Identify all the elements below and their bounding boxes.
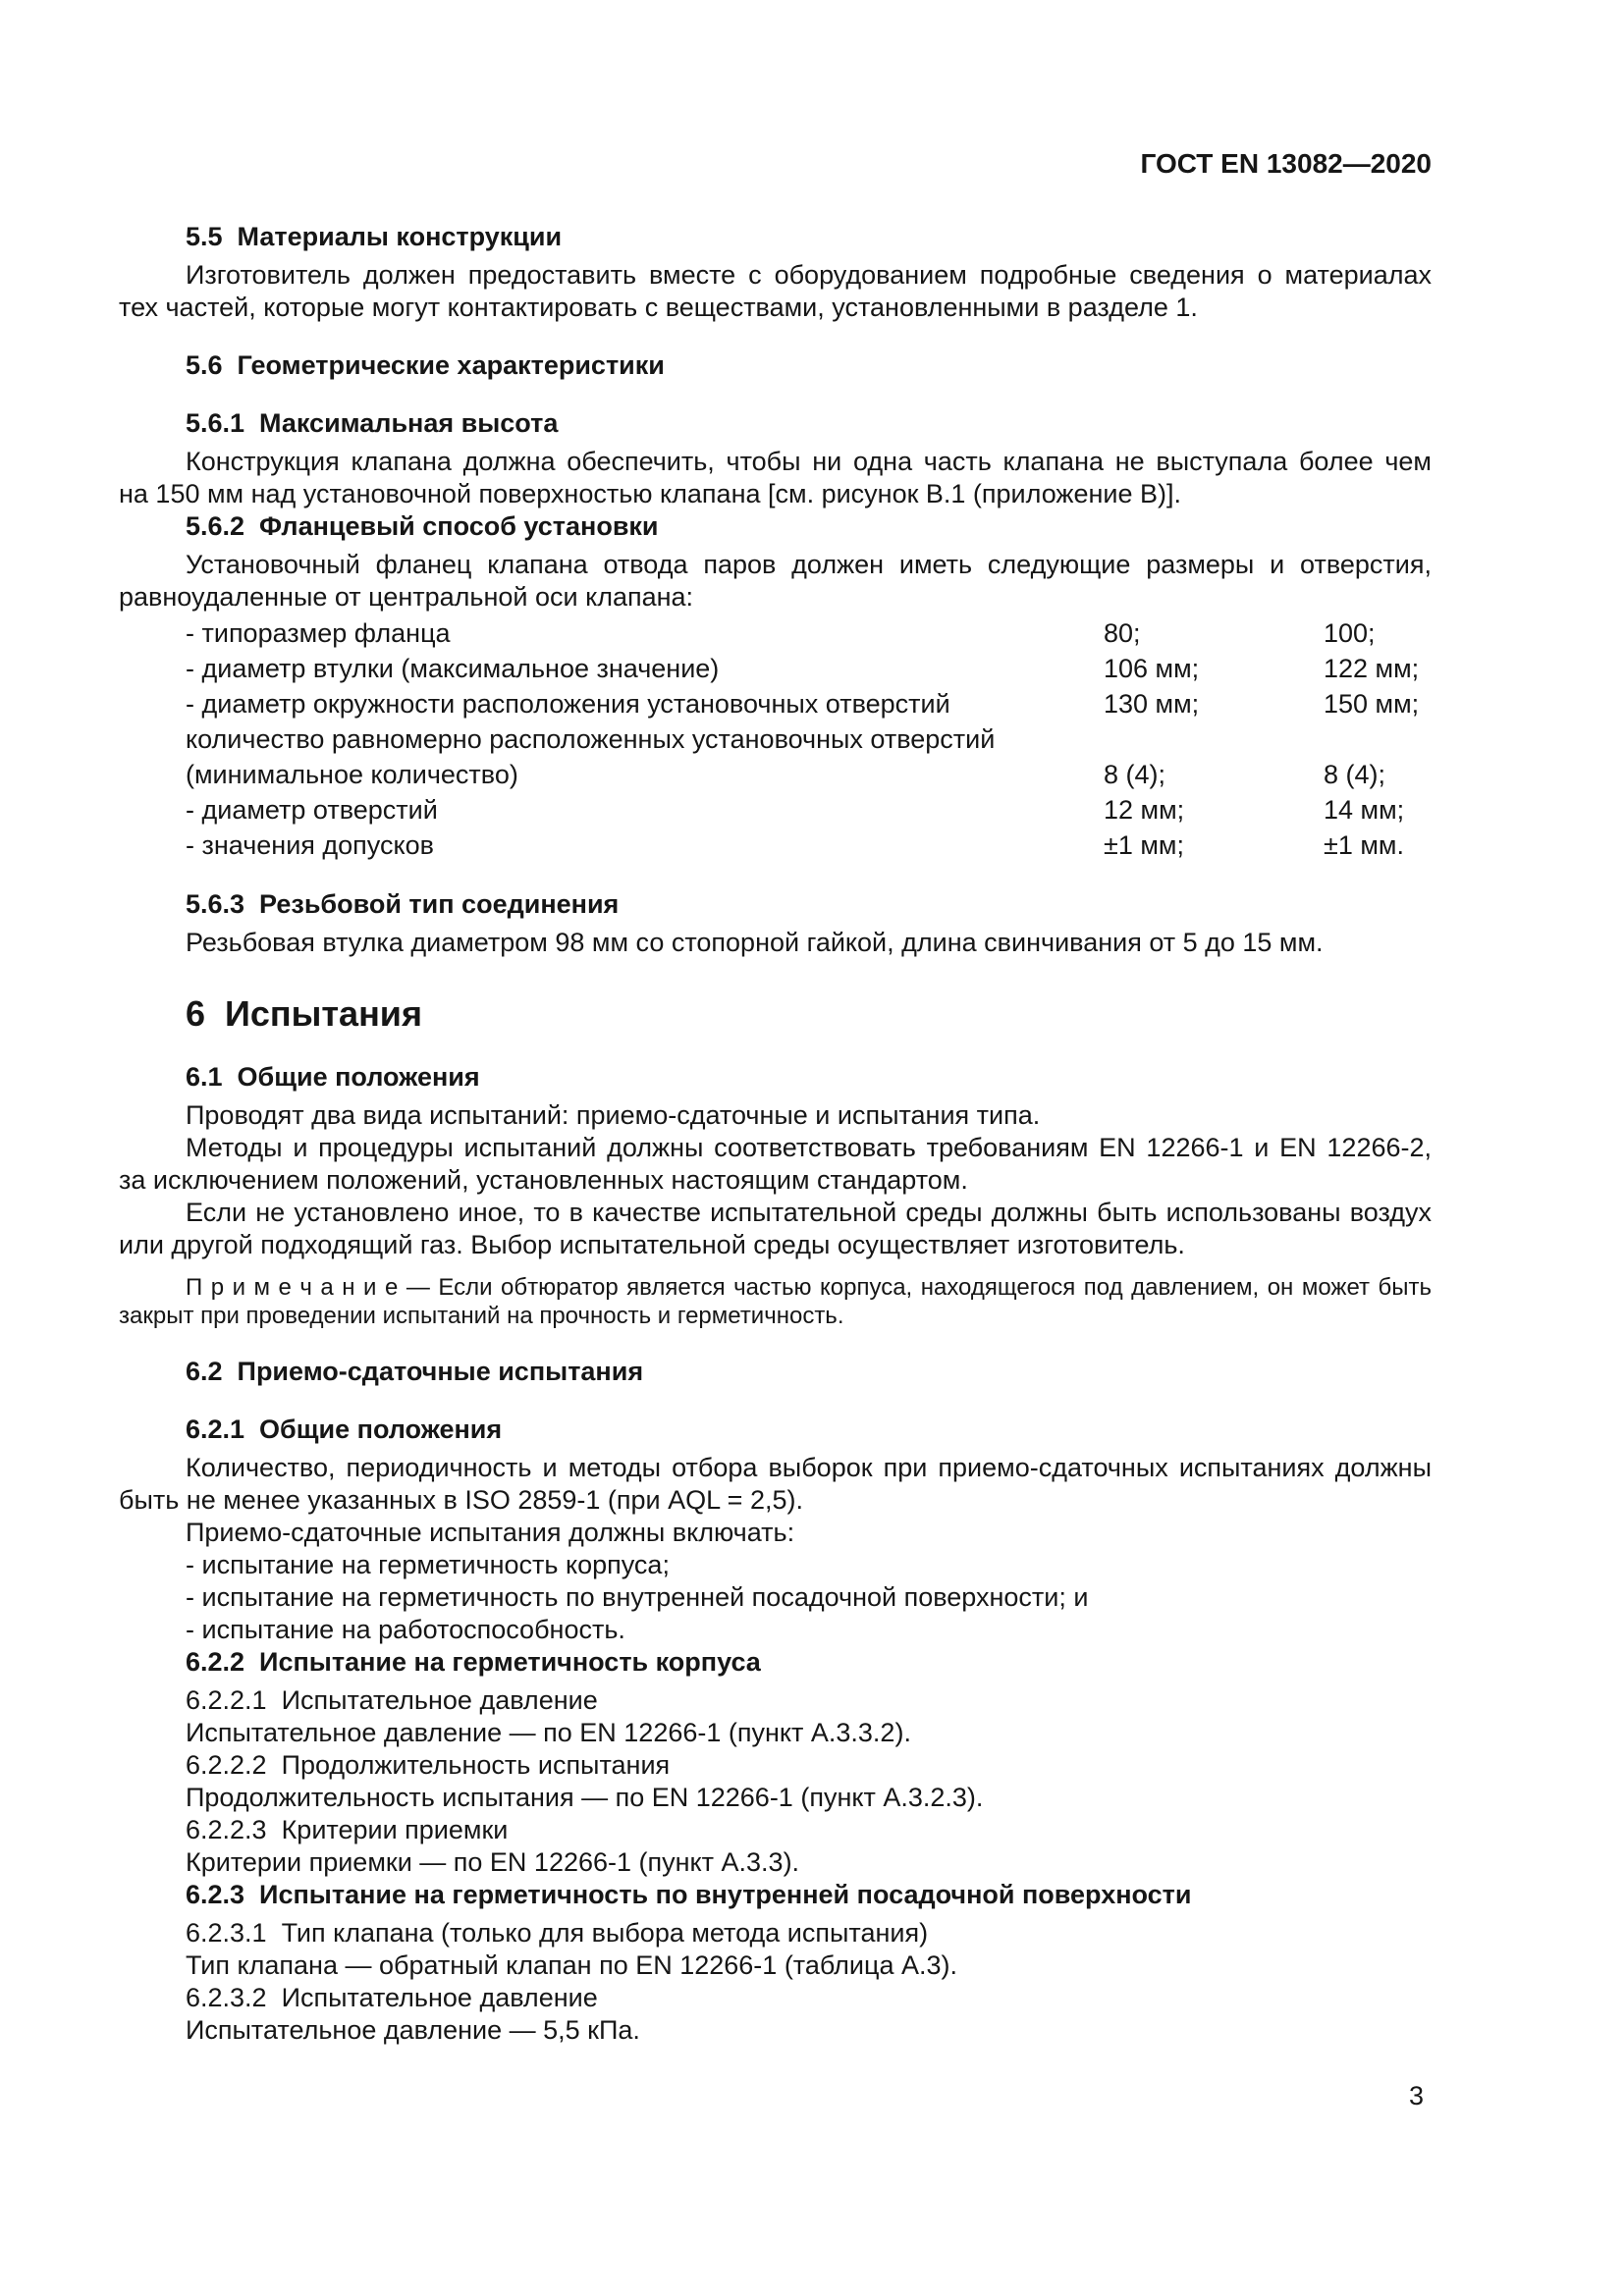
chapter-heading: 6 Испытания xyxy=(186,993,422,1034)
flange-value-col2 xyxy=(1324,721,1432,757)
flange-value-col1: 8 (4); xyxy=(1104,760,1166,789)
section-heading: 6.2.1 Общие положения xyxy=(186,1415,503,1444)
paragraph-line: Изготовитель должен предоставить вместе с оборудованием подробные сведения о материалах xyxy=(186,260,1432,290)
flange-value-col2: 8 (4); xyxy=(1324,760,1386,789)
paragraph-line: за исключением положений, установленных настоящим стандартом. xyxy=(119,1165,968,1195)
paragraph-line: Резьбовая втулка диаметром 98 мм со стопорной гайкой, длина свинчивания от 5 до 15 мм. xyxy=(186,928,1324,957)
flange-value-col2: 122 мм; xyxy=(1324,654,1420,683)
flange-value-col2: 14 мм; xyxy=(1324,795,1405,825)
flange-label: количество равномерно расположенных установочных отверстий xyxy=(186,724,996,754)
flange-row xyxy=(119,686,1432,721)
paragraph-line: - испытание на работоспособность. xyxy=(186,1615,625,1644)
section-heading: 6.1 Общие положения xyxy=(186,1062,480,1092)
flange-value-col1: 106 мм; xyxy=(1104,654,1200,683)
flange-value-col1: 130 мм; xyxy=(1104,689,1200,719)
flange-label: - значения допусков xyxy=(186,830,434,860)
section-heading: 5.5 Материалы конструкции xyxy=(186,222,563,251)
paragraph-line: Критерии приемки — по EN 12266-1 (пункт А.3.3). xyxy=(186,1847,800,1877)
paragraph-line: Количество, периодичность и методы отбора выборок при приемо-сдаточных испытаниях должны xyxy=(186,1453,1432,1482)
page-number: 3 xyxy=(1408,2081,1424,2110)
paragraph-line: или другой подходящий газ. Выбор испытательной среды осуществляет изготовитель. xyxy=(119,1230,1185,1259)
paragraph-line: - испытание на герметичность корпуса; xyxy=(186,1550,670,1579)
section-heading: 5.6.2 Фланцевый способ установки xyxy=(186,511,659,541)
flange-table xyxy=(119,615,1432,863)
paragraph-line: Если не установлено иное, то в качестве испытательной среды должны быть использованы воздух xyxy=(186,1198,1432,1227)
paragraph-line: Установочный фланец клапана отвода паров должен иметь следующие размеры и отверстия, xyxy=(186,550,1432,579)
note-line: П р и м е ч а н и е — Если обтюратор является частью корпуса, находящегося под давлением, он может быть xyxy=(186,1274,1432,1301)
flange-label: - типоразмер фланца xyxy=(186,618,451,648)
flange-label: - диаметр втулки (максимальное значение) xyxy=(186,654,720,683)
flange-row xyxy=(119,792,1432,828)
paragraph-line: Конструкция клапана должна обеспечить, чтобы ни одна часть клапана не выступала более чем xyxy=(186,447,1432,476)
note-line: закрыт при проведении испытаний на прочность и герметичность. xyxy=(119,1303,844,1329)
paragraph-line: тех частей, которые могут контактировать с веществами, установленными в разделе 1. xyxy=(119,293,1198,322)
flange-value-col1: 80; xyxy=(1104,618,1141,648)
paragraph-line: 6.2.2.3 Критерии приемки xyxy=(186,1815,509,1844)
paragraph-line: 6.2.3.2 Испытательное давление xyxy=(186,1983,598,2012)
paragraph-line: Проводят два вида испытаний: приемо-сдаточные и испытания типа. xyxy=(186,1100,1041,1130)
section-heading: 5.6.3 Резьбовой тип соединения xyxy=(186,889,620,919)
paragraph-line: Испытательное давление — 5,5 кПа. xyxy=(186,2015,640,2045)
note xyxy=(119,1273,1432,1330)
flange-label: (минимальное количество) xyxy=(186,760,518,789)
document-content xyxy=(119,221,1432,2047)
paragraph-line: 6.2.2.2 Продолжительность испытания xyxy=(186,1750,671,1780)
section-heading: 5.6 Геометрические характеристики xyxy=(186,350,665,380)
flange-label: - диаметр отверстий xyxy=(186,795,438,825)
paragraph-line: 6.2.2.1 Испытательное давление xyxy=(186,1685,598,1715)
section-heading: 6.2 Приемо-сдаточные испытания xyxy=(186,1357,644,1386)
paragraph-line: Продолжительность испытания — по EN 12266-1 (пункт А.3.2.3). xyxy=(186,1783,984,1812)
flange-value-col2: ±1 мм. xyxy=(1324,830,1404,860)
paragraph-line: - испытание на герметичность по внутренней посадочной поверхности; и xyxy=(186,1582,1089,1612)
flange-value-col2: 150 мм; xyxy=(1324,689,1420,719)
section-heading: 6.2.3 Испытание на герметичность по внутренней посадочной поверхности xyxy=(186,1880,1192,1909)
section-heading: 6.2.2 Испытание на герметичность корпуса xyxy=(186,1647,761,1677)
paragraph-line: Приемо-сдаточные испытания должны включать: xyxy=(186,1518,795,1547)
flange-row xyxy=(119,651,1432,686)
flange-label: - диаметр окружности расположения установочных отверстий xyxy=(186,689,950,719)
paragraph-line: Испытательное давление — по EN 12266-1 (пункт А.3.3.2). xyxy=(186,1718,911,1747)
paragraph-line: быть не менее указанных в ISO 2859-1 (при AQL = 2,5). xyxy=(119,1485,803,1515)
flange-value-col1: 12 мм; xyxy=(1104,795,1185,825)
flange-row xyxy=(119,615,1432,651)
flange-row xyxy=(119,721,1432,757)
flange-value-col1 xyxy=(1104,721,1324,757)
flange-row xyxy=(119,757,1432,792)
paragraph-line: Методы и процедуры испытаний должны соответствовать требованиям EN 12266-1 и EN 12266-2, xyxy=(186,1133,1432,1162)
flange-value-col2: 100; xyxy=(1324,618,1376,648)
paragraph-line: равноудаленные от центральной оси клапана: xyxy=(119,582,694,612)
section-heading: 5.6.1 Максимальная высота xyxy=(186,408,559,438)
page-header-standard-ref: ГОСТ EN 13082—2020 xyxy=(1140,148,1432,179)
paragraph-line: на 150 мм над установочной поверхностью клапана [см. рисунок B.1 (приложение B)]. xyxy=(119,479,1182,508)
flange-row xyxy=(119,828,1432,863)
paragraph-line: 6.2.3.1 Тип клапана (только для выбора метода испытания) xyxy=(186,1918,929,1948)
paragraph-line: Тип клапана — обратный клапан по EN 12266-1 (таблица А.3). xyxy=(186,1950,957,1980)
flange-value-col1: ±1 мм; xyxy=(1104,830,1184,860)
